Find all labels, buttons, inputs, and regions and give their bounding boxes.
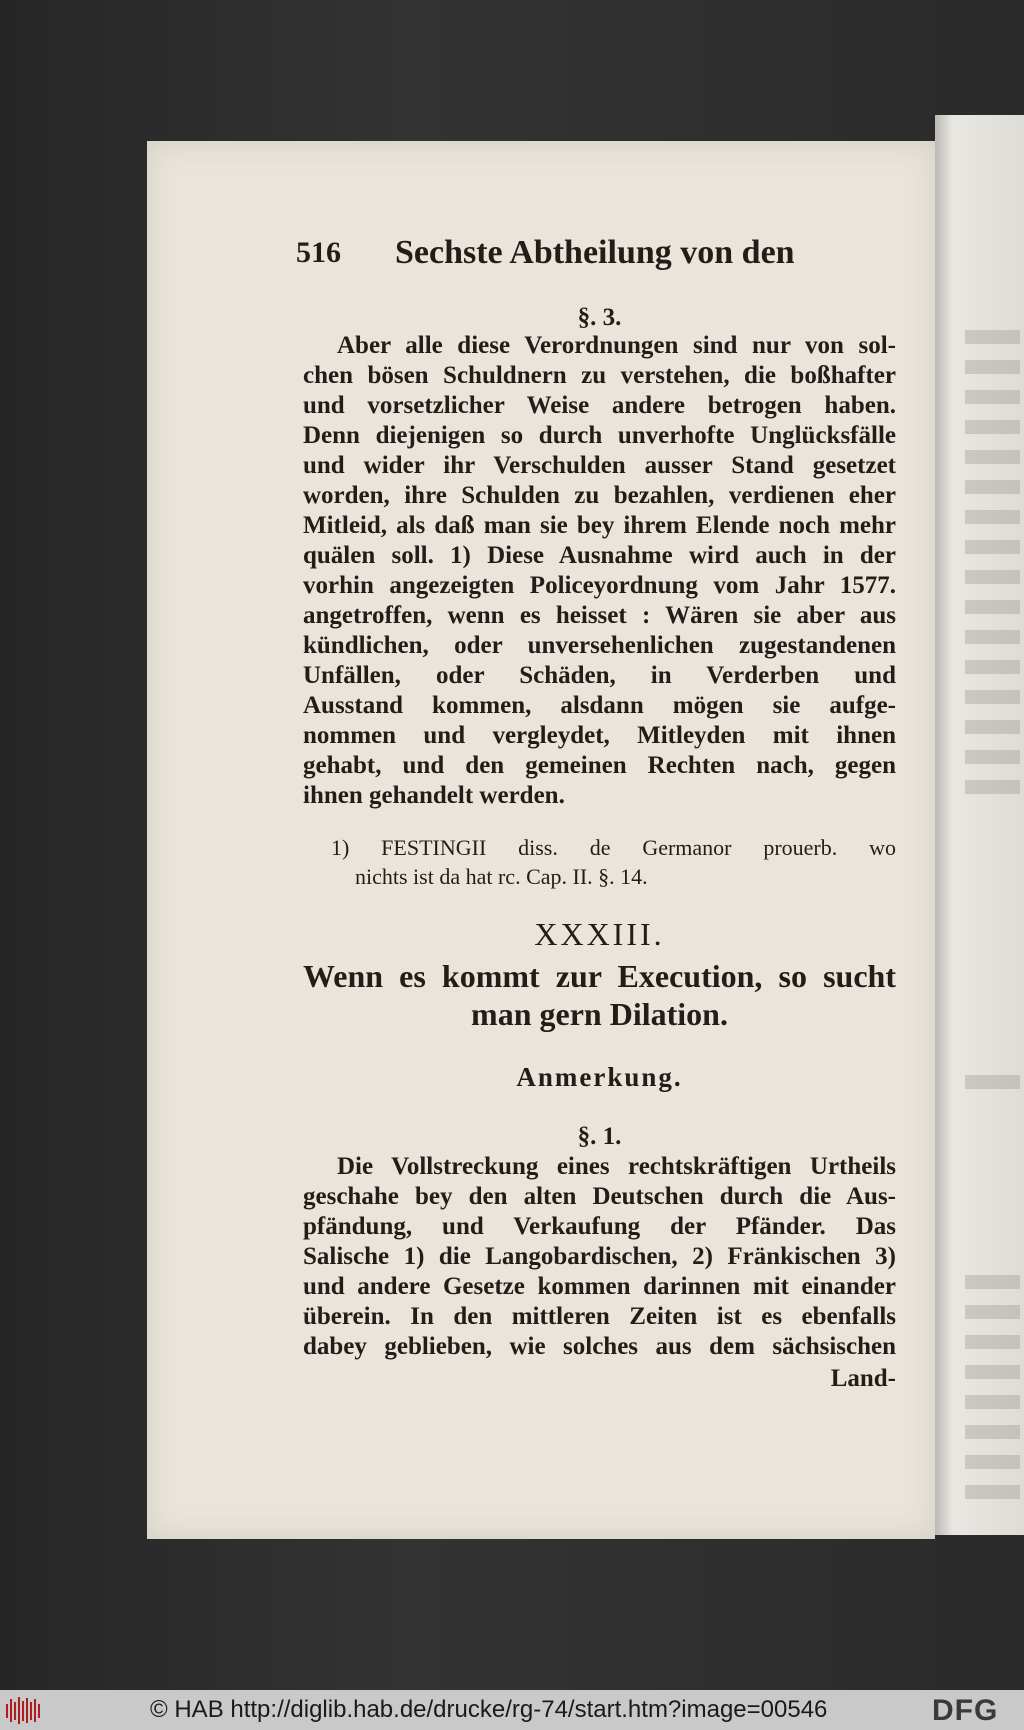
text-line: gehabt, und den gemeinen Rechten nach, gegen (303, 752, 896, 779)
text-line: nommen und vergleydet, Mitleyden mit ihnen (303, 722, 896, 749)
text-line: angetroffen, wenn es heisset : Wären sie aber aus (303, 602, 896, 629)
section-mark-line: §. 3. (577, 304, 622, 331)
section-mark-line: §. 1. (577, 1123, 622, 1150)
text-line: und wider ihr Verschulden ausser Stand gesetzet (303, 452, 896, 479)
copyright-link[interactable]: © HAB http://diglib.hab.de/drucke/rg-74/start.htm?image=00546 (150, 1696, 828, 1723)
text-line: quälen soll. 1) Diese Ausnahme wird auch in der (303, 542, 896, 569)
text-line: pfändung, und Verkaufung der Pfänder. Das (303, 1213, 896, 1240)
hab-logo-icon (4, 1694, 44, 1726)
text-line: Unfällen, oder Schäden, in Verderben und (303, 662, 896, 689)
text-line: Mitleid, als daß man sie bey ihrem Elende noch mehr (303, 512, 896, 539)
page-number: 516 (296, 236, 341, 269)
text-line: Salische 1) die Langobardischen, 2) Fränkischen 3) (303, 1243, 896, 1270)
text-line: chen bösen Schuldnern zu verstehen, die boßhafter (303, 362, 896, 389)
text-line: geschahe bey den alten Deutschen durch die Aus- (303, 1183, 896, 1210)
catchword-line: Land- (830, 1365, 896, 1392)
text-line: Denn diejenigen so durch unverhofte Unglücksfälle (303, 422, 896, 449)
footnote2-line: nichts ist da hat rc. Cap. II. §. 14. (355, 864, 648, 889)
running-title: Sechste Abtheilung von den (395, 234, 795, 271)
text-line: überein. In den mittleren Zeiten ist es ebenfalls (303, 1303, 896, 1330)
text-line: und andere Gesetze kommen darinnen mit einander (303, 1273, 896, 1300)
chapter-number-line: XXXIII. (534, 916, 665, 952)
subheading-line: Anmerkung. (516, 1062, 683, 1092)
text-line: ihnen gehandelt werden. (303, 782, 565, 809)
chapter-title-line: man gern Dilation. (471, 996, 728, 1032)
text-line: Die Vollstreckung eines rechtskräftigen Urtheils (337, 1153, 896, 1180)
dfg-logo: DFG (932, 1694, 999, 1727)
text-line: und vorsetzlicher Weise andere betrogen haben. (303, 392, 896, 419)
footnote-line: 1) FESTINGII diss. de Germanor prouerb. wo (331, 835, 896, 860)
footer-bar (0, 1690, 1024, 1730)
text-line: worden, ihre Schulden zu bezahlen, verdienen eher (303, 482, 896, 509)
chapter-title-line: Wenn es kommt zur Execution, so sucht (303, 958, 896, 994)
adjacent-page-edge (935, 115, 1024, 1535)
text-line: Aber alle diese Verordnungen sind nur von sol- (337, 332, 896, 359)
text-line: dabey geblieben, wie solches aus dem sächsischen (303, 1333, 896, 1360)
text-line: vorhin angezeigten Policeyordnung vom Jahr 1577. (303, 572, 896, 599)
text-line: kündlichen, oder unversehenlichen zugestandenen (303, 632, 896, 659)
text-line: Ausstand kommen, alsdann mögen sie aufge- (303, 692, 896, 719)
